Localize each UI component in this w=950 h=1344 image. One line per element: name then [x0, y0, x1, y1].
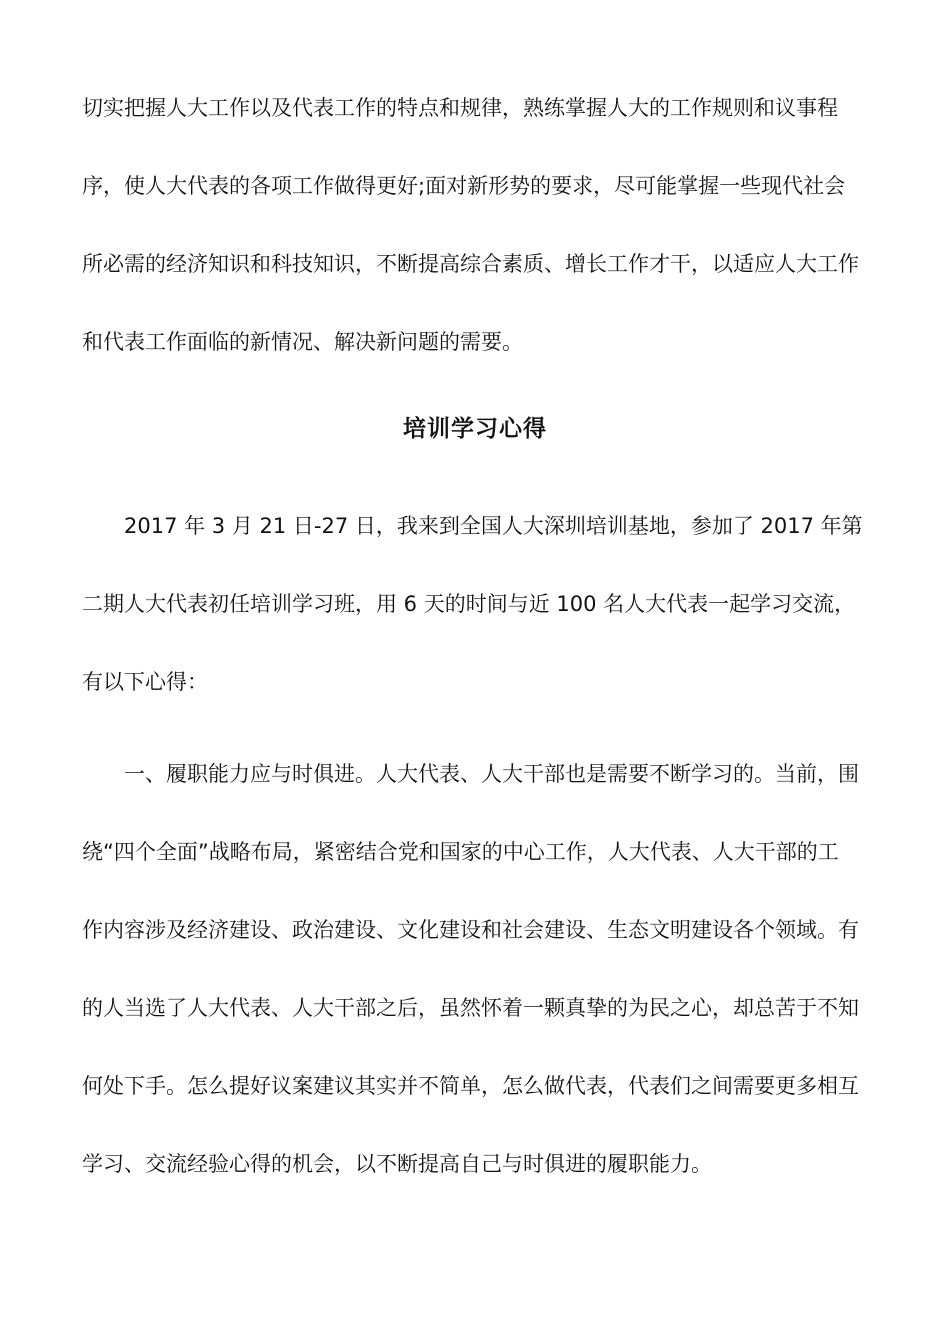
paragraph-line: 的人当选了人大代表、人大干部之后，虽然怀着一颗真挚的为民之心，却总苦于不知 — [82, 996, 859, 1020]
paragraph-line: 一、履职能力应与时俱进。人大代表、人大干部也是需要不断学习的。当前，围 — [124, 762, 859, 786]
paragraph-line: 二期人大代表初任培训学习班，用 6 天的时间与近 100 名人大代表一起学习交流， — [82, 592, 856, 616]
paragraph-line: 绕“四个全面”战略布局，紧密结合党和国家的中心工作，人大代表、人大干部的工 — [82, 840, 839, 864]
paragraph-line: 何处下手。怎么提好议案建议其实并不简单，怎么做代表，代表们之间需要更多相互 — [82, 1074, 859, 1098]
paragraph-line: 学习、交流经验心得的机会，以不断提高自己与时俱进的履职能力。 — [82, 1152, 712, 1176]
paragraph-line: 2017 年 3 月 21 日-27 日，我来到全国人大深圳培训基地，参加了 2017 年第 — [124, 514, 863, 538]
paragraph-line: 序，使人大代表的各项工作做得更好;面对新形势的要求，尽可能掌握一些现代社会 — [82, 174, 846, 198]
paragraph-line: 和代表工作面临的新情况、解决新问题的需要。 — [82, 330, 523, 354]
paragraph-line: 所必需的经济知识和科技知识，不断提高综合素质、增长工作才干，以适应人大工作 — [82, 252, 859, 276]
paragraph-line: 切实把握人大工作以及代表工作的特点和规律，熟练掌握人大的工作规则和议事程 — [82, 96, 838, 120]
paragraph-line: 作内容涉及经济建设、政治建设、文化建设和社会建设、生态文明建设各个领域。有 — [82, 918, 859, 942]
document-title: 培训学习心得 — [403, 416, 547, 442]
paragraph-line: 有以下心得： — [82, 670, 208, 694]
